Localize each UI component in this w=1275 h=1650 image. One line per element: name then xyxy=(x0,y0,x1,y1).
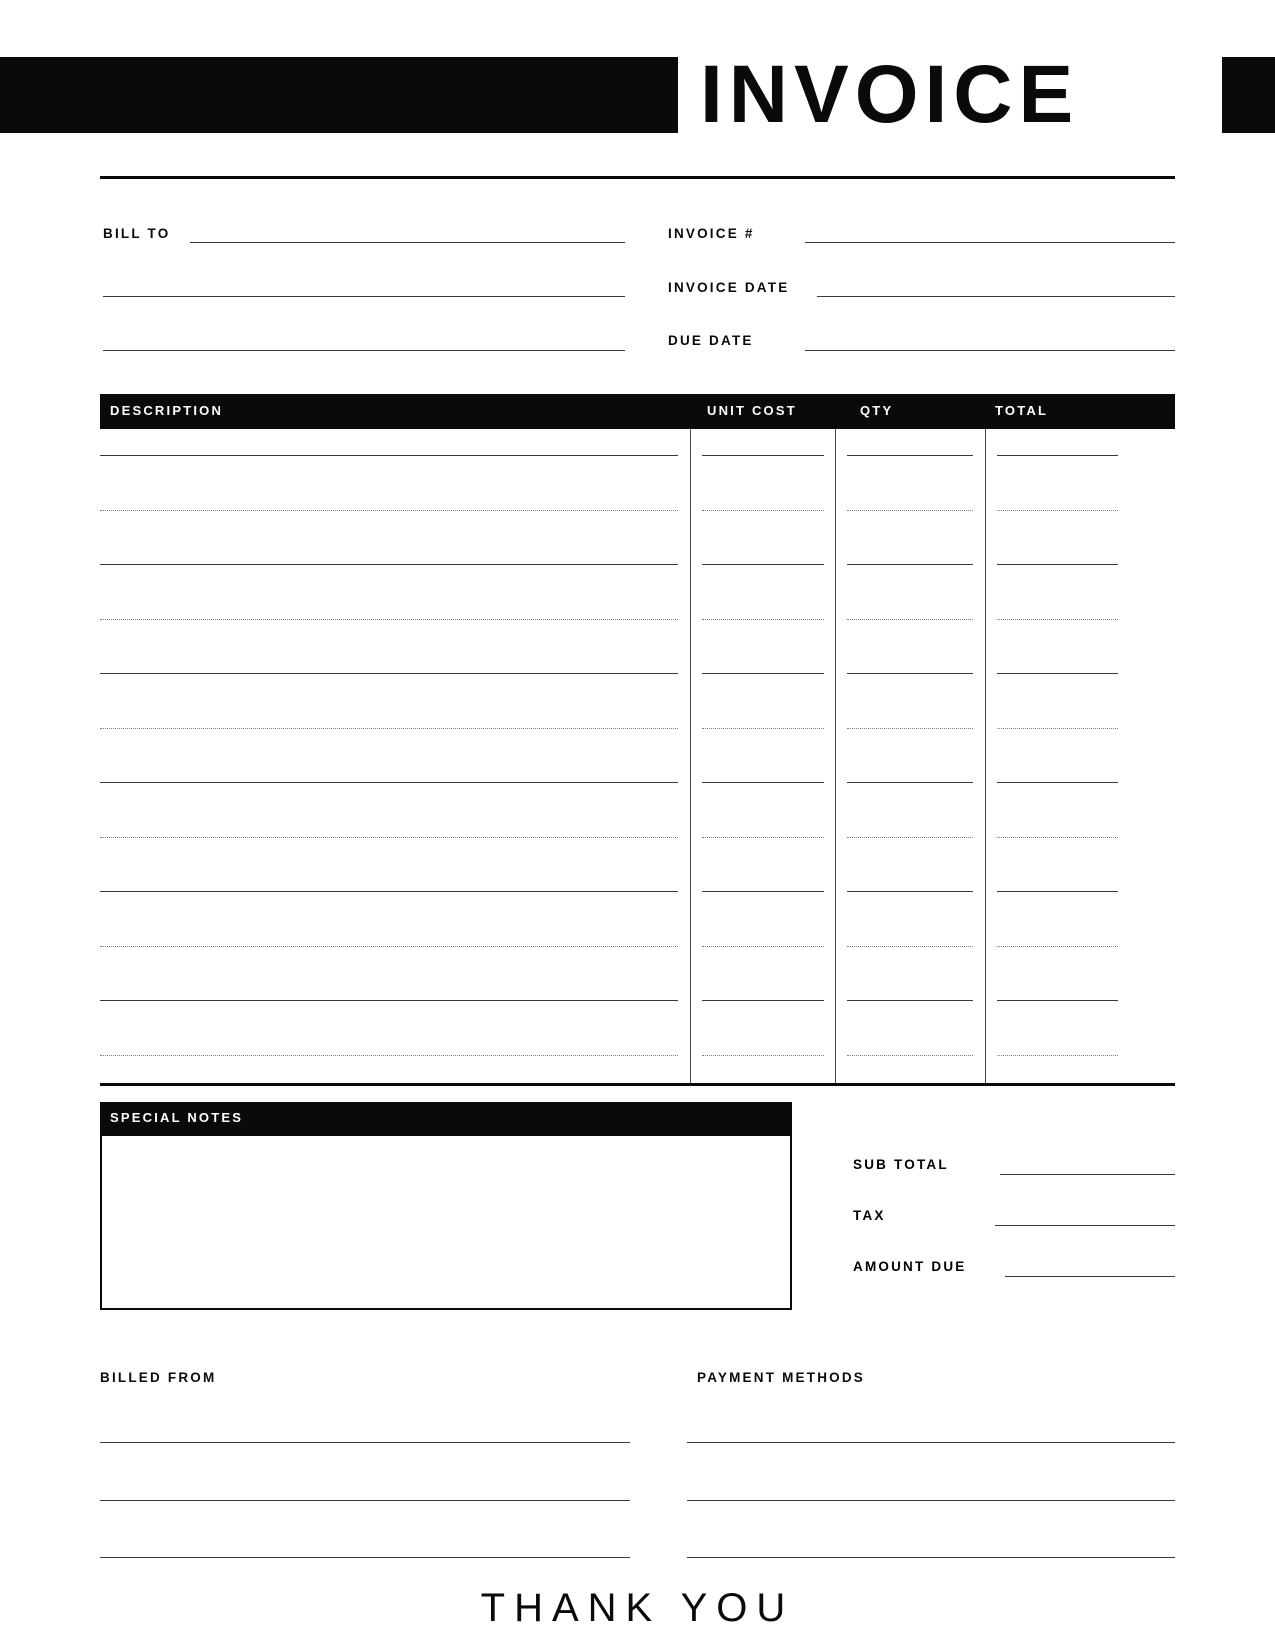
item-row-3-qty-field[interactable] xyxy=(847,564,973,565)
header-bar-left xyxy=(0,57,678,133)
item-row-9-qty-field[interactable] xyxy=(847,891,973,892)
bill-to-field-line-2[interactable] xyxy=(103,296,625,297)
header-bar-right xyxy=(1222,57,1275,133)
item-row-10-qty-field[interactable] xyxy=(847,946,973,947)
item-row-10-total-field[interactable] xyxy=(997,946,1118,947)
item-row-10-description-field[interactable] xyxy=(100,946,678,947)
items-table-header xyxy=(100,394,1175,429)
sub-total-field[interactable] xyxy=(1000,1174,1175,1175)
item-row-4-description-field[interactable] xyxy=(100,619,678,620)
amount-due-label: AMOUNT DUE xyxy=(853,1259,967,1274)
column-header-description: DESCRIPTION xyxy=(110,403,224,418)
item-row-5-unit-cost-field[interactable] xyxy=(702,673,824,674)
invoice-number-field[interactable] xyxy=(805,242,1175,243)
item-row-3-total-field[interactable] xyxy=(997,564,1118,565)
item-row-8-unit-cost-field[interactable] xyxy=(702,837,824,838)
item-row-9-description-field[interactable] xyxy=(100,891,678,892)
billed-from-field-line-3[interactable] xyxy=(100,1557,630,1558)
item-row-4-qty-field[interactable] xyxy=(847,619,973,620)
column-divider-2 xyxy=(835,429,836,1083)
column-divider-3 xyxy=(985,429,986,1083)
item-row-9-unit-cost-field[interactable] xyxy=(702,891,824,892)
tax-field[interactable] xyxy=(995,1225,1175,1226)
item-row-1-unit-cost-field[interactable] xyxy=(702,455,824,456)
page-title: INVOICE xyxy=(700,49,1080,140)
header-band xyxy=(0,49,1275,140)
item-row-5-qty-field[interactable] xyxy=(847,673,973,674)
due-date-label: DUE DATE xyxy=(668,333,754,348)
billed-from-label: BILLED FROM xyxy=(100,1370,217,1385)
payment-methods-label: PAYMENT METHODS xyxy=(697,1370,866,1385)
item-row-7-description-field[interactable] xyxy=(100,782,678,783)
special-notes-input[interactable] xyxy=(100,1134,792,1310)
bill-to-label: BILL TO xyxy=(103,226,171,241)
item-row-2-qty-field[interactable] xyxy=(847,510,973,511)
billed-from-field-line-2[interactable] xyxy=(100,1500,630,1501)
items-table-body xyxy=(100,429,1175,1083)
item-row-3-description-field[interactable] xyxy=(100,564,678,565)
item-row-2-description-field[interactable] xyxy=(100,510,678,511)
item-row-11-total-field[interactable] xyxy=(997,1000,1118,1001)
item-row-12-unit-cost-field[interactable] xyxy=(702,1055,824,1056)
item-row-12-qty-field[interactable] xyxy=(847,1055,973,1056)
item-row-5-description-field[interactable] xyxy=(100,673,678,674)
header-divider xyxy=(100,176,1175,179)
item-row-4-unit-cost-field[interactable] xyxy=(702,619,824,620)
special-notes-label: SPECIAL NOTES xyxy=(110,1110,244,1125)
item-row-11-qty-field[interactable] xyxy=(847,1000,973,1001)
invoice-number-label: INVOICE # xyxy=(668,226,755,241)
billed-from-field-line-1[interactable] xyxy=(100,1442,630,1443)
invoice-date-field[interactable] xyxy=(817,296,1175,297)
item-row-11-description-field[interactable] xyxy=(100,1000,678,1001)
item-row-7-total-field[interactable] xyxy=(997,782,1118,783)
column-header-unit-cost: UNIT COST xyxy=(707,403,797,418)
item-row-6-description-field[interactable] xyxy=(100,728,678,729)
bill-to-field-line-1[interactable] xyxy=(190,242,625,243)
due-date-field[interactable] xyxy=(805,350,1175,351)
item-row-10-unit-cost-field[interactable] xyxy=(702,946,824,947)
item-row-7-qty-field[interactable] xyxy=(847,782,973,783)
item-row-6-total-field[interactable] xyxy=(997,728,1118,729)
item-row-6-unit-cost-field[interactable] xyxy=(702,728,824,729)
item-row-2-total-field[interactable] xyxy=(997,510,1118,511)
item-row-12-description-field[interactable] xyxy=(100,1055,678,1056)
item-row-8-qty-field[interactable] xyxy=(847,837,973,838)
item-row-5-total-field[interactable] xyxy=(997,673,1118,674)
item-row-6-qty-field[interactable] xyxy=(847,728,973,729)
invoice-date-label: INVOICE DATE xyxy=(668,280,790,295)
item-row-8-description-field[interactable] xyxy=(100,837,678,838)
payment-methods-field-line-3[interactable] xyxy=(687,1557,1175,1558)
bill-to-field-line-3[interactable] xyxy=(103,350,625,351)
tax-label: TAX xyxy=(853,1208,886,1223)
column-divider-1 xyxy=(690,429,691,1083)
item-row-4-total-field[interactable] xyxy=(997,619,1118,620)
special-notes-header xyxy=(100,1102,792,1134)
item-row-11-unit-cost-field[interactable] xyxy=(702,1000,824,1001)
item-row-9-total-field[interactable] xyxy=(997,891,1118,892)
item-row-8-total-field[interactable] xyxy=(997,837,1118,838)
payment-methods-field-line-2[interactable] xyxy=(687,1500,1175,1501)
amount-due-field[interactable] xyxy=(1005,1276,1175,1277)
column-header-qty: QTY xyxy=(860,403,894,418)
item-row-1-qty-field[interactable] xyxy=(847,455,973,456)
column-header-total: TOTAL xyxy=(995,403,1049,418)
item-row-3-unit-cost-field[interactable] xyxy=(702,564,824,565)
item-row-1-description-field[interactable] xyxy=(100,455,678,456)
item-row-12-total-field[interactable] xyxy=(997,1055,1118,1056)
item-row-1-total-field[interactable] xyxy=(997,455,1118,456)
item-row-7-unit-cost-field[interactable] xyxy=(702,782,824,783)
items-table-bottom-rule xyxy=(100,1083,1175,1086)
item-row-2-unit-cost-field[interactable] xyxy=(702,510,824,511)
thank-you-text: THANK YOU xyxy=(480,1586,795,1630)
sub-total-label: SUB TOTAL xyxy=(853,1157,949,1172)
payment-methods-field-line-1[interactable] xyxy=(687,1442,1175,1443)
